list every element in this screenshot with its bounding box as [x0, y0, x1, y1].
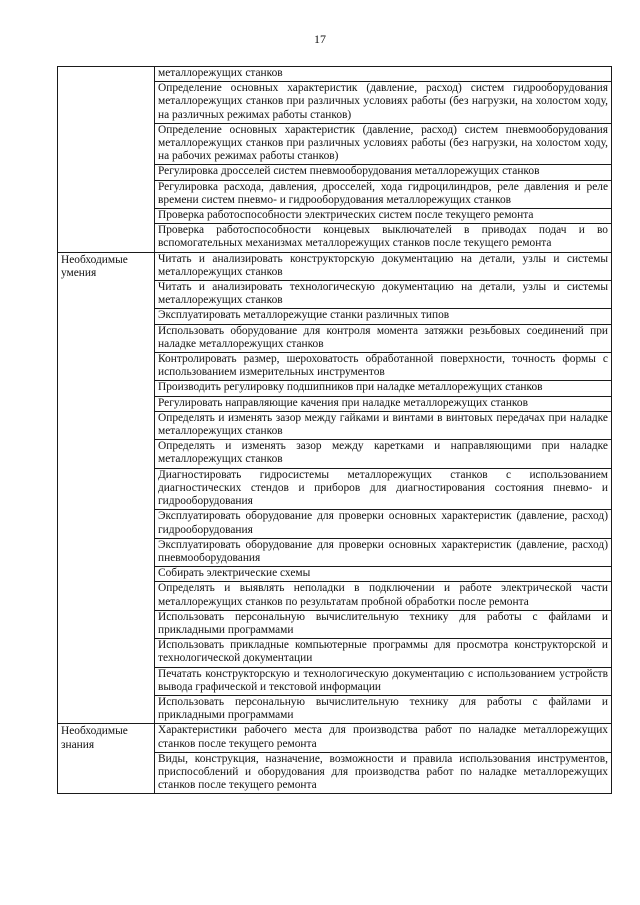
requirement-text: Определение основных характеристик (давление, расход) систем пневмооборудования металлорежущих станков при различных условиях работы (без нагрузки, на холостом ходу, на рабочих режимах работы станков): [158, 123, 608, 163]
table-cell: [155, 724, 612, 752]
table-cell: [155, 381, 612, 396]
requirement-text: Эксплуатировать оборудование для проверки основных характеристик (давление, расход) пневмооборудования: [158, 538, 608, 564]
requirement-text: Характеристики рабочего места для производства работ по наладке металлорежущих станков после текущего ремонта: [158, 724, 608, 750]
requirement-text: Проверка работоспособности концевых выключателей в приводах подач и во вспомогательных механизмах металлорежущих станков после текущего ремонта: [158, 224, 608, 250]
table-cell: [155, 610, 612, 638]
requirement-text: Регулировка дросселей систем пневмооборудования металлорежущих станков: [158, 165, 540, 178]
requirement-text: Диагностировать гидросистемы металлорежущих станков с использованием диагностических стендов и приборов для диагностирования состояния пневмо- и гидрооборудования: [158, 468, 608, 508]
requirement-text: Собирать электрические схемы: [158, 567, 311, 580]
table-cell: [155, 123, 612, 165]
table-cell: [155, 209, 612, 224]
requirement-text: Печатать конструкторскую и технологическую документацию с использованием устройств вывода графической и текстовой информации: [158, 667, 608, 693]
requirement-text: Виды, конструкция, назначение, возможности и правила использования инструментов, приспособлений и оборудования для производства работ по наладке металлорежущих станков после текущего ремонта: [158, 752, 608, 792]
requirement-text: Проверка работоспособности электрических систем после текущего ремонта: [158, 209, 534, 222]
requirement-text: Использовать персональную вычислительную технику для работы с файлами и прикладными программами: [158, 610, 608, 636]
table-cell: [155, 180, 612, 208]
table-row: [58, 724, 612, 752]
table-cell: [155, 695, 612, 723]
table-cell: [155, 582, 612, 610]
table-cell: [155, 538, 612, 566]
table-cell: [155, 440, 612, 468]
table-cell: [155, 67, 612, 82]
table-cell: [155, 324, 612, 352]
table-row: [58, 67, 612, 82]
table-cell: [155, 639, 612, 667]
requirement-text: Читать и анализировать конструкторскую документацию на детали, узлы и системы металлорежущих станков: [158, 252, 608, 278]
requirement-text: металлорежущих станков: [158, 67, 283, 79]
requirements-table-body: [58, 67, 612, 794]
requirement-text: Использовать персональную вычислительную технику для работы с файлами и прикладными программами: [158, 695, 608, 722]
requirement-text: Читать и анализировать технологическую документацию на детали, узлы и системы металлорежущих станков: [158, 281, 608, 307]
table-cell: [155, 309, 612, 324]
section-label: Необходимые умения: [58, 252, 155, 724]
table-cell: [155, 468, 612, 510]
table-cell: [155, 281, 612, 309]
table-cell: [155, 752, 612, 794]
requirement-text: Определять и изменять зазор между каретками и направляющими при наладке металлорежущих станков: [158, 440, 608, 466]
requirement-text: Использовать прикладные компьютерные программы для просмотра конструкторской и технологической документации: [158, 639, 608, 665]
requirement-text: Контролировать размер, шероховатость обработанной поверхности, точность формы с использованием измерительных инструментов: [158, 353, 608, 379]
requirement-text: Производить регулировку подшипников при наладке металлорежущих станков: [158, 381, 543, 394]
requirement-text: Определять и изменять зазор между гайками и винтами в винтовых передачах при наладке металлорежущих станков: [158, 411, 608, 438]
table-row: [58, 252, 612, 280]
requirement-text: Определять и выявлять неполадки в подключении и работе электрической части металлорежущих станков по результатам пробной обработки после ремонта: [158, 582, 608, 608]
section-label: Необходимые знания: [58, 724, 155, 794]
requirement-text: Регулировать направляющие качения при наладке металлорежущих станков: [158, 396, 528, 409]
table-cell: [155, 224, 612, 252]
requirement-text: Определение основных характеристик (давление, расход) систем гидрооборудования металлорежущих станков при различных условиях работы (без нагрузки, на холостом ходу, на различных режимах работы станков): [158, 82, 608, 121]
requirement-text: Эксплуатировать металлорежущие станки различных типов: [158, 309, 450, 322]
table-cell: [155, 567, 612, 582]
page-number: 17: [314, 32, 326, 46]
table-cell: [155, 82, 612, 124]
table-cell: [155, 353, 612, 381]
requirement-text: Регулировка расхода, давления, дросселей, хода гидроцилиндров, реле давления и реле времени систем пневмо- и гидрооборудования металлорежущих станков: [158, 180, 608, 206]
table-cell: [155, 252, 612, 280]
table-cell: [155, 667, 612, 695]
requirements-table: [57, 66, 612, 794]
requirement-text: Эксплуатировать оборудование для проверки основных характеристик (давление, расход) гидрооборудования: [158, 510, 608, 536]
table-cell: [155, 396, 612, 411]
table-cell: [155, 510, 612, 538]
requirement-text: Использовать оборудование для контроля момента затяжки резьбовых соединений при наладке металлорежущих станков: [158, 324, 608, 350]
section-label: [58, 67, 155, 253]
table-cell: [155, 411, 612, 439]
table-cell: [155, 165, 612, 180]
